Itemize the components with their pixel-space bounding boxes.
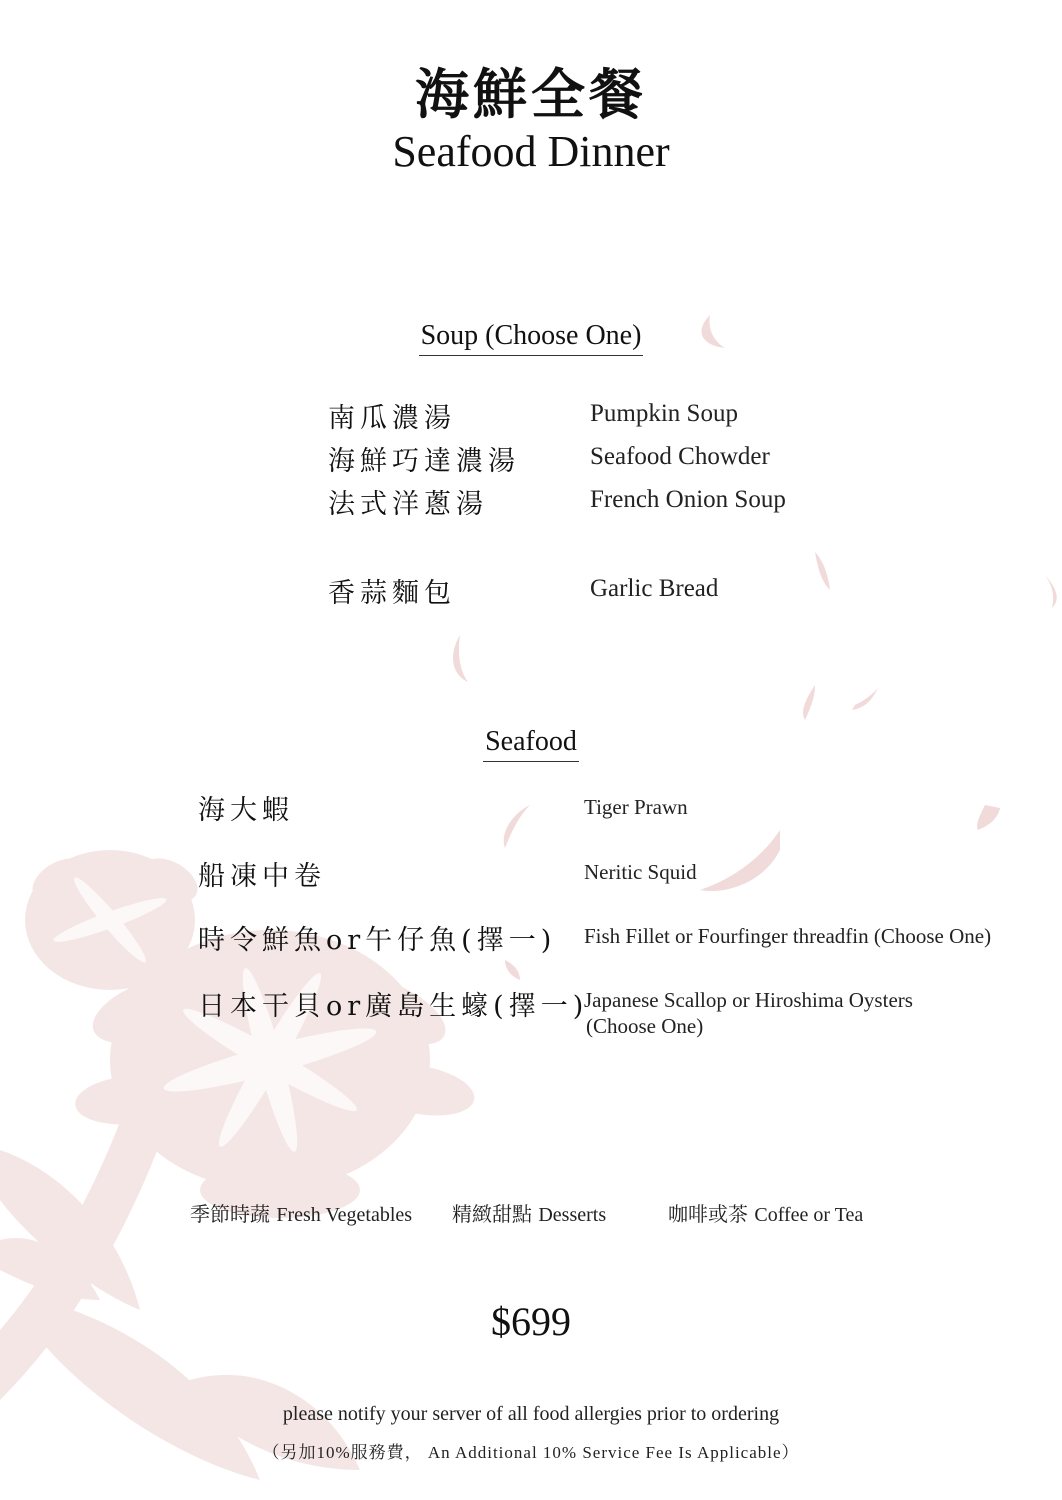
- bread-item-en: Garlic Bread: [590, 575, 719, 602]
- seafood-item-en: Japanese Scallop or Hiroshima Oysters: [584, 988, 913, 1012]
- service-fee-note: （另加10%服務費， An Additional 10% Service Fee Is Applicable）: [262, 1443, 800, 1462]
- seafood-item-en: Fish Fillet or Fourfinger threadfin (Choose One): [584, 924, 992, 948]
- bread-item-zh: 香蒜麵包: [328, 578, 456, 609]
- soup-item-en: Pumpkin Soup: [590, 400, 738, 427]
- allergy-note: please notify your server of all food allergies prior to ordering: [282, 1403, 780, 1425]
- seafood-item-en: Tiger Prawn: [584, 795, 688, 819]
- extra-item: 季節時蔬 Fresh Vegetables: [190, 1202, 413, 1226]
- seafood-item-zh: 海大蝦: [198, 795, 294, 826]
- soup-item-en: French Onion Soup: [590, 486, 786, 513]
- extra-item: 咖啡或茶 Coffee or Tea: [668, 1202, 864, 1226]
- seafood-item-zh: 時令鮮魚or午仔魚(擇一): [198, 925, 557, 956]
- menu-title-chinese: 海鮮全餐: [415, 62, 647, 126]
- soup-item-en: Seafood Chowder: [590, 443, 770, 470]
- seafood-section-heading: Seafood: [0, 726, 1062, 762]
- seafood-item-en: Neritic Squid: [584, 860, 697, 884]
- menu-title-english: Seafood Dinner: [392, 127, 670, 176]
- soup-section-heading: Soup (Choose One): [0, 320, 1062, 356]
- soup-item-zh: 海鮮巧達濃湯: [328, 446, 520, 477]
- extra-item: 精緻甜點 Desserts: [452, 1202, 607, 1226]
- seafood-item-zh: 船凍中卷: [198, 861, 326, 892]
- seafood-item-zh: 日本干貝or廣島生蠔(擇一): [198, 991, 589, 1022]
- seafood-item-en-note: (Choose One): [586, 1014, 704, 1038]
- price: $699: [491, 1299, 571, 1344]
- soup-item-zh: 南瓜濃湯: [328, 403, 456, 434]
- soup-item-zh: 法式洋蔥湯: [328, 489, 488, 520]
